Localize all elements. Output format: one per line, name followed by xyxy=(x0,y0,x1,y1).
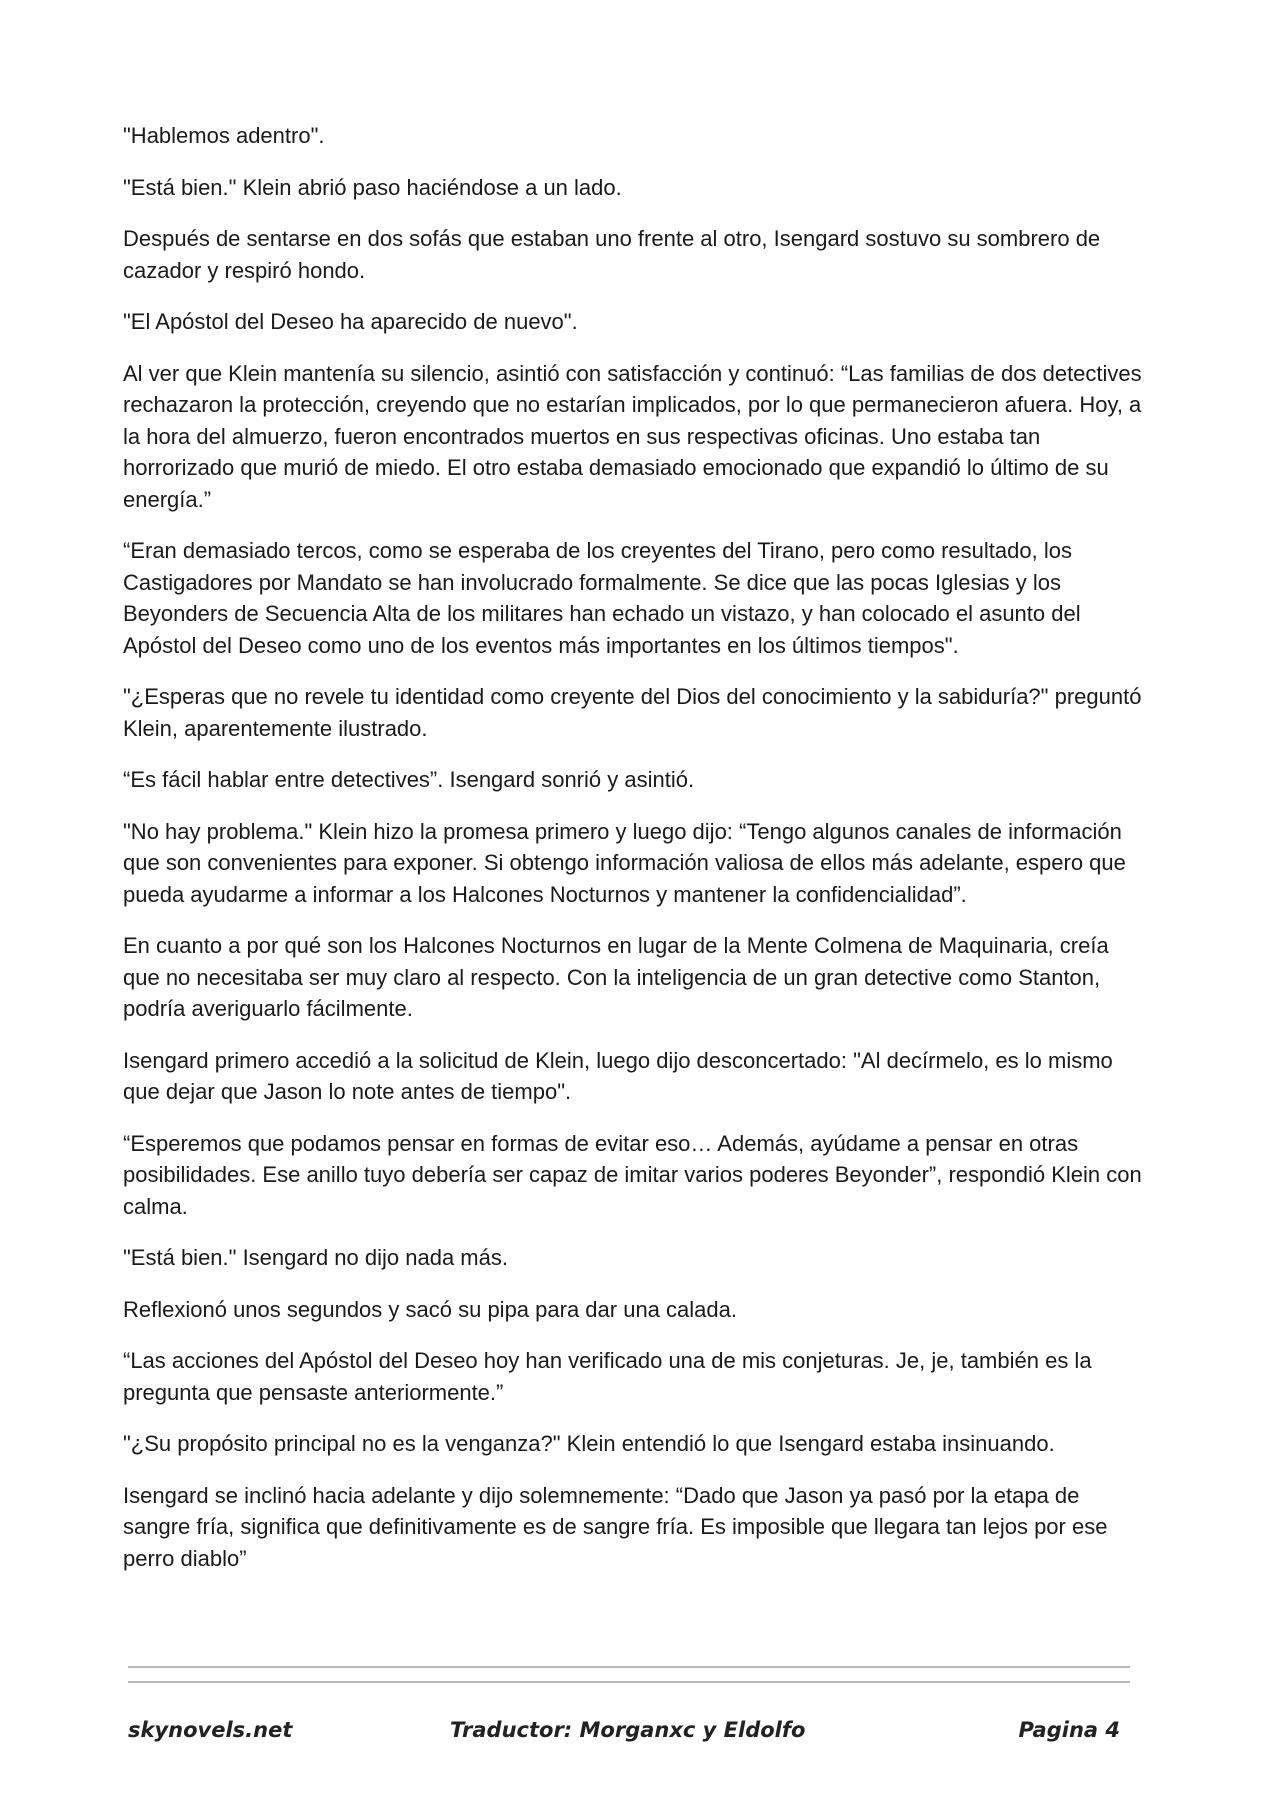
paragraph-4: "El Apóstol del Deseo ha aparecido de nuevo". xyxy=(123,309,578,334)
document-body xyxy=(123,120,1143,1594)
footer-translator: Traductor: Morganxc y Eldolfo xyxy=(450,1718,806,1742)
paragraph-15: “Las acciones del Apóstol del Deseo hoy han verificado una de mis conjeturas. Je, je, también es la pregunta que pensaste anteriormente.” xyxy=(123,1348,1092,1405)
paragraph-5: Al ver que Klein mantenía su silencio, asintió con satisfacción y continuó: “Las familias de dos detectives rechazaron la protección, creyendo que no estarían implicados, por lo que permanecieron afuera. Hoy, a la hora del almuerzo, fueron encontrados muertos en sus respectivas oficinas. Uno estaba tan horrorizado que murió de miedo. El otro estaba demasiado emocionado que expandió lo último de su energía.” xyxy=(123,360,1142,512)
paragraph-8: “Es fácil hablar entre detectives”. Isengard sonrió y asintió. xyxy=(123,767,695,792)
paragraph-14: Reflexionó unos segundos y sacó su pipa para dar una calada. xyxy=(123,1296,737,1322)
paragraph-9: "No hay problema." Klein hizo la promesa primero y luego dijo: “Tengo algunos canales de información que son convenientes para exponer. Si obtengo información valiosa de ellos más adelante, espero que pueda ayudarme a informar a los Halcones Nocturnos y mantener la confidencialidad”. xyxy=(123,818,1126,907)
paragraph-13: "Está bien." Isengard no dijo nada más. xyxy=(123,1245,508,1270)
paragraph-2: "Está bien." Klein abrió paso haciéndose a un lado. xyxy=(123,174,622,200)
paragraph-17: Isengard se inclinó hacia adelante y dijo solemnemente: “Dado que Jason ya pasó por la etapa de sangre fría, significa que definitivamente es de sangre fría. Es imposible que llegara tan lejos por ese perro diablo” xyxy=(123,1482,1108,1571)
paragraph-11: Isengard primero accedió a la solicitud de Klein, luego dijo desconcertado: "Al decírmelo, es lo mismo que dejar que Jason lo note antes de tiempo". xyxy=(123,1047,1113,1104)
paragraph-12: “Esperemos que podamos pensar en formas de evitar eso… Además, ayúdame a pensar en otras posibilidades. Ese anillo tuyo debería ser capaz de imitar varios poderes Beyonder”, respondió Klein con calma. xyxy=(123,1130,1142,1219)
paragraph-16: "¿Su propósito principal no es la venganza?" Klein entendió lo que Isengard estaba insinuando. xyxy=(123,1431,1055,1456)
paragraph-10: En cuanto a por qué son los Halcones Nocturnos en lugar de la Mente Colmena de Maquinaria, creía que no necesitaba ser muy claro al respecto. Con la inteligencia de un gran detective como Stanton, podría averiguarlo fácilmente. xyxy=(123,933,1109,1021)
paragraph-6: “Eran demasiado tercos, como se esperaba de los creyentes del Tirano, pero como resultado, los Castigadores por Mandato se han involucrado formalmente. Se dice que las pocas Iglesias y los Beyonders de Secuencia Alta de los militares han echado un vistazo, y han colocado el asunto del Apóstol del Deseo como uno de los eventos más importantes en los últimos tiempos". xyxy=(123,538,1081,658)
footer-site: skynovels.net xyxy=(128,1718,293,1742)
paragraph-3: Después de sentarse en dos sofás que estaban uno frente al otro, Isengard sostuvo su sombrero de cazador y respiró hondo. xyxy=(123,226,1101,283)
footer-divider-bottom xyxy=(128,1681,1130,1683)
footer-page-number: Pagina 4 xyxy=(1018,1718,1120,1742)
footer-divider-top xyxy=(128,1666,1130,1668)
paragraph-7: "¿Esperas que no revele tu identidad como creyente del Dios del conocimiento y la sabiduría?" preguntó Klein, aparentemente ilustrado. xyxy=(123,684,1142,741)
page-footer xyxy=(128,1718,1130,1752)
paragraph-1: "Hablemos adentro". xyxy=(123,123,325,148)
